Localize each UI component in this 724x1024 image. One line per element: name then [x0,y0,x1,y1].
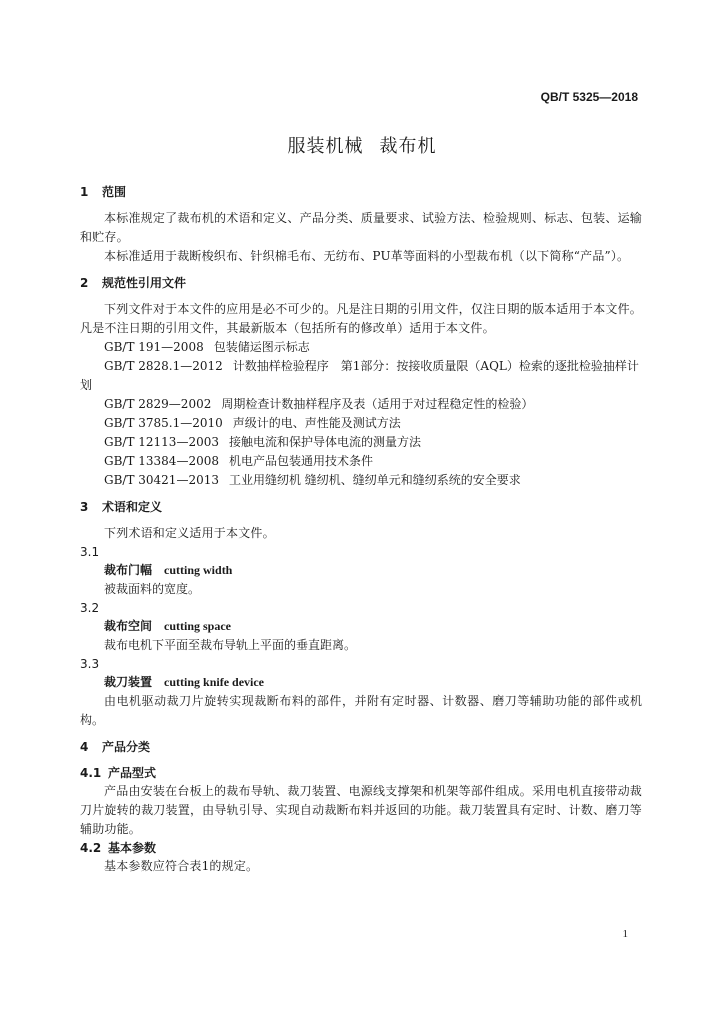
section-4-1-text: 产品由安装在台板上的裁布导轨、裁刀装置、电源线支撑架和机架等部件组成。采用电机直接带动裁刀片旋转的裁刀装置，由导轨引导、实现自动裁断布料并返回的功能。裁刀装置具有定时、计数、磨刀等辅助功能。 [80,784,642,836]
reference-item: GB/T 30421—2013 工业用缝纫机 缝纫机、缝纫单元和缝纫系统的安全要求 [104,473,521,487]
standard-number: QB/T 5325—2018 [540,90,638,104]
term-title: 裁刀装置 cutting knife device [104,675,265,689]
section-4-heading: 4 产品分类 [80,740,151,754]
section-4-1-heading: 4.1 产品型式 [80,766,157,780]
term-number: 3.1 [80,545,100,559]
reference-item: GB/T 2828.1—2012 计数抽样检验程序 第1部分：按接收质量限（AQL）检索的逐批检验抽样计划 [80,359,639,392]
term-definition: 被裁面料的宽度。 [104,582,201,596]
term-definition: 由电机驱动裁刀片旋转实现裁断布料的部件，并附有定时器、计数器、磨刀等辅助功能的部件或机构。 [80,694,642,727]
term-number: 3.2 [80,601,100,615]
reference-item: GB/T 13384—2008 机电产品包装通用技术条件 [104,454,373,468]
section-3-intro: 下列术语和定义适用于本文件。 [104,526,275,540]
section-1-heading: 1 范围 [80,185,127,199]
section-2-intro: 下列文件对于本文件的应用是必不可少的。凡是注日期的引用文件，仅注日期的版本适用于本文件。凡是不注日期的引用文件，其最新版本（包括所有的修改单）适用于本文件。 [80,302,642,335]
term-number: 3.3 [80,657,100,671]
reference-item: GB/T 2829—2002 周期检查计数抽样程序及表（适用于对过程稳定性的检验） [104,397,534,411]
term-title: 裁布空间 cutting space [104,619,232,633]
reference-item: GB/T 191—2008 包装储运图示标志 [104,340,310,354]
document-title [0,132,724,158]
reference-item: GB/T 12113—2003 接触电流和保护导体电流的测量方法 [104,435,421,449]
section-4-2-heading: 4.2 基本参数 [80,841,157,855]
term-title: 裁布门幅 cutting width [104,563,233,577]
term-definition: 裁布电机下平面至裁布导轨上平面的垂直距离。 [104,638,357,652]
section-1-paragraph-1: 本标准规定了裁布机的术语和定义、产品分类、质量要求、试验方法、检验规则、标志、包装、运输和贮存。 [80,211,642,244]
page-number: 1 [622,928,628,940]
section-2-heading: 2 规范性引用文件 [80,276,187,290]
section-4-2-text: 基本参数应符合表1的规定。 [104,859,259,873]
section-1-paragraph-2: 本标准适用于裁断梭织布、针织棉毛布、无纺布、PU革等面料的小型裁布机（以下简称“产品”）。 [104,249,630,263]
title-part-2: 裁布机 [379,136,437,157]
reference-item: GB/T 3785.1—2010 声级计的电、声性能及测试方法 [104,416,401,430]
section-3-heading: 3 术语和定义 [80,500,163,514]
document-body [80,183,642,876]
title-part-1: 服装机械 [287,136,364,157]
